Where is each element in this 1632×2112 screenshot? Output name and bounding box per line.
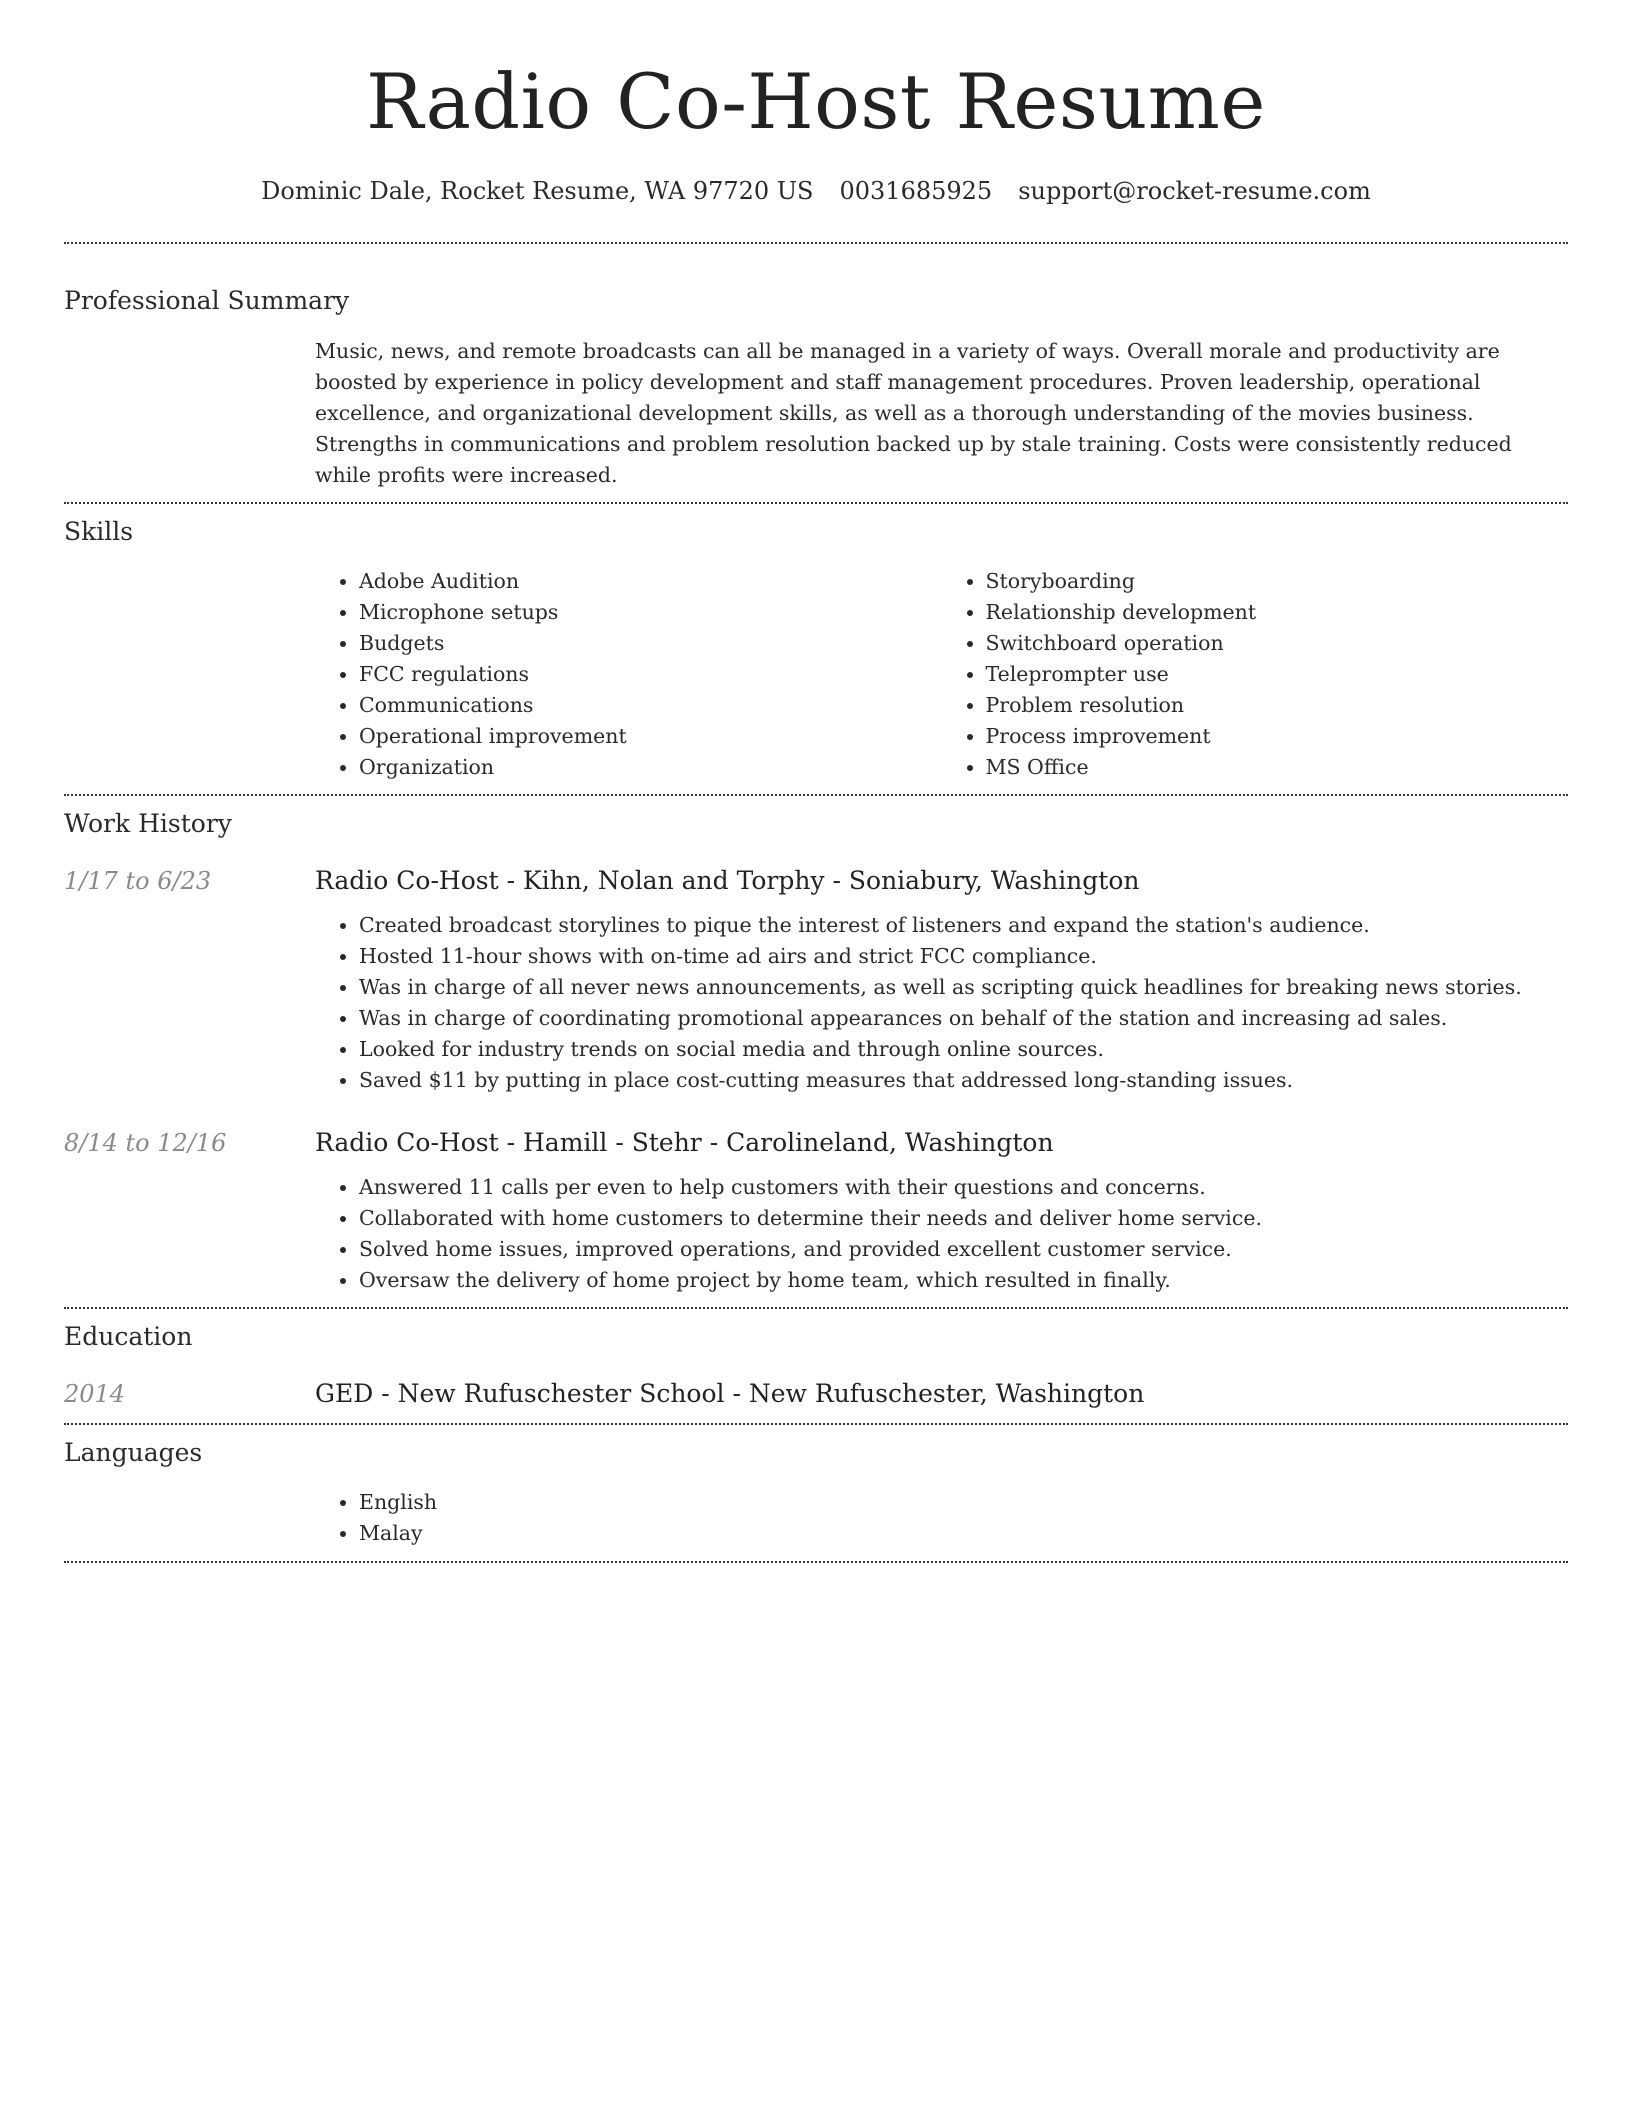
languages-heading: Languages xyxy=(64,1438,203,1467)
job-bullet: • Solved home issues, improved operations, and provided excellent customer service. xyxy=(359,1234,1568,1265)
job-bullet: • Created broadcast storylines to pique the interest of listeners and expand the station's audience. xyxy=(359,910,1568,941)
job-bullet: • Was in charge of all never news announcements, as well as scripting quick headlines for breaking news stories. xyxy=(359,972,1568,1003)
education-heading: Education xyxy=(64,1322,193,1351)
job-bullets xyxy=(315,1172,1568,1296)
language-item: • Malay xyxy=(359,1518,1568,1549)
work-heading: Work History xyxy=(64,809,232,838)
skill-item: • FCC regulations xyxy=(359,659,942,690)
contact-phone: 0031685925 xyxy=(839,177,993,205)
summary-section xyxy=(64,244,1568,502)
job-title: Radio Co-Host - Kihn, Nolan and Torphy - Soniabury, Washington xyxy=(315,866,1140,895)
education-date: 2014 xyxy=(64,1380,126,1408)
languages-list xyxy=(315,1487,1568,1549)
job-bullet: • Was in charge of coordinating promotional appearances on behalf of the station and increasing ad sales. xyxy=(359,1003,1568,1034)
summary-text: Music, news, and remote broadcasts can all be managed in a variety of ways. Overall morale and productivity are boosted by experience in policy development and staff management procedures. Proven leadership, operational excellence, and organizational development skills, as well as a thorough understanding of the movies business. Strengths in communications and problem resolution backed up by stale training. Costs were consistently reduced while profits were increased. xyxy=(315,339,1512,487)
contact-line xyxy=(64,174,1568,208)
job-bullets xyxy=(315,910,1568,1096)
language-item: • English xyxy=(359,1487,1568,1518)
summary-heading: Professional Summary xyxy=(64,286,350,315)
skill-item: • Adobe Audition xyxy=(359,566,942,597)
skills-heading: Skills xyxy=(64,517,134,546)
contact-email: support@rocket-resume.com xyxy=(1018,177,1371,205)
job-bullet: • Answered 11 calls per even to help customers with their questions and concerns. xyxy=(359,1172,1568,1203)
education-title: GED - New Rufuschester School - New Rufuschester, Washington xyxy=(315,1379,1145,1408)
job-title: Radio Co-Host - Hamill - Stehr - Carolineland, Washington xyxy=(315,1128,1054,1157)
job-bullet: • Oversaw the delivery of home project by home team, which resulted in finally. xyxy=(359,1265,1568,1296)
skill-item: • Microphone setups xyxy=(359,597,942,628)
job-bullet: • Collaborated with home customers to determine their needs and deliver home service. xyxy=(359,1203,1568,1234)
job-bullet: • Saved $11 by putting in place cost-cutting measures that addressed long-standing issues. xyxy=(359,1065,1568,1096)
skill-item: • Teleprompter use xyxy=(986,659,1569,690)
contact-address: Dominic Dale, Rocket Resume, WA 97720 US xyxy=(261,177,814,205)
divider xyxy=(64,1561,1568,1563)
skill-item: • Operational improvement xyxy=(359,721,942,752)
skill-item: • Budgets xyxy=(359,628,942,659)
job-entry xyxy=(64,864,1568,1096)
skills-list-right xyxy=(942,566,1569,783)
skill-item: • Organization xyxy=(359,752,942,783)
job-dates: 8/14 to 12/16 xyxy=(64,1129,227,1157)
skill-item: • Storyboarding xyxy=(986,566,1569,597)
skills-section xyxy=(64,504,1568,794)
job-entry xyxy=(64,1126,1568,1296)
skill-item: • Relationship development xyxy=(986,597,1569,628)
education-section xyxy=(64,1309,1568,1423)
languages-section xyxy=(64,1425,1568,1561)
skill-item: • Process improvement xyxy=(986,721,1569,752)
work-section xyxy=(64,796,1568,1307)
job-bullet: • Looked for industry trends on social media and through online sources. xyxy=(359,1034,1568,1065)
skill-item: • Communications xyxy=(359,690,942,721)
skill-item: • Problem resolution xyxy=(986,690,1569,721)
resume-title: Radio Co-Host Resume xyxy=(366,57,1266,146)
job-bullet: • Hosted 11-hour shows with on-time ad airs and strict FCC compliance. xyxy=(359,941,1568,972)
skill-item: • Switchboard operation xyxy=(986,628,1569,659)
job-dates: 1/17 to 6/23 xyxy=(64,867,212,895)
skills-list-left xyxy=(315,566,942,783)
skill-item: • MS Office xyxy=(986,752,1569,783)
